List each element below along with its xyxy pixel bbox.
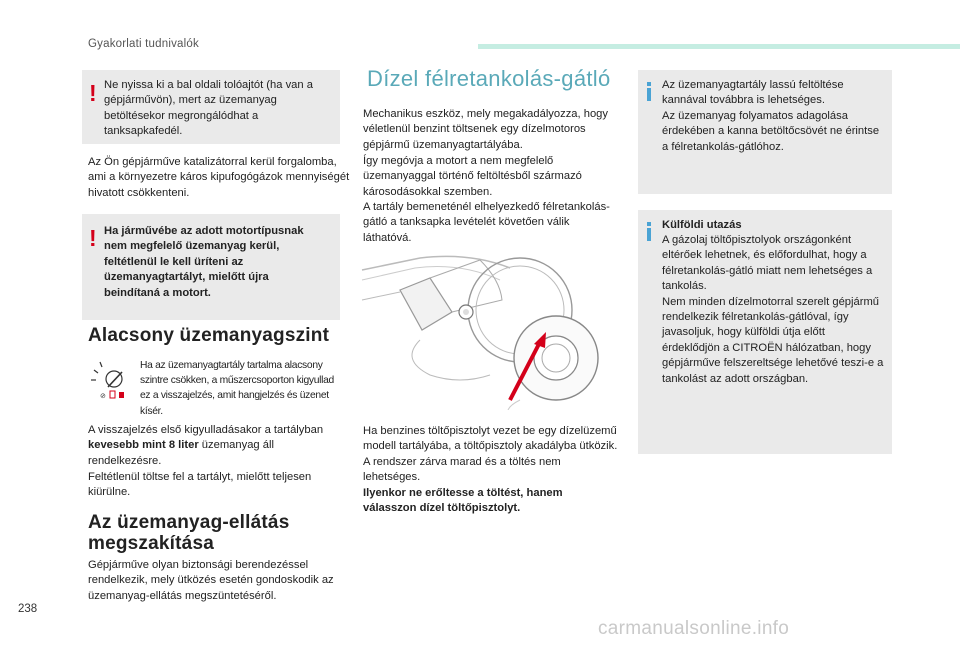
fuel-cutoff-heading: Az üzemanyag-ellátás megszakítása (88, 512, 290, 554)
watermark[interactable]: carmanualsonline.info (598, 618, 790, 639)
catalyst-text: Az Ön gépjárműve katalizátorral kerül forgalomba, ami a környezetre káros kipufogógázok mennyiségét hivatott csökkenteni. (88, 156, 350, 199)
info-icon (647, 222, 652, 241)
fuel-gauge-icon (88, 358, 132, 408)
info-box-jerrycan (638, 70, 892, 194)
misfuel-advice: Ilyenkor ne erőltesse a töltést, hanem válasszon dízel töltőpisztolyt. (363, 487, 563, 515)
low-fuel-advice: Feltétlenül töltse fel a tartályt, mielőtt teljesen kiürülne. (88, 471, 312, 499)
fuel-cutoff-text: Gépjárműve olyan biztonsági berendezéssel rendelkezik, mely ütközés esetén gondoskodik az üzemanyag-ellátás megszüntetéséről. (88, 559, 334, 602)
fuel-filler-illustration (360, 250, 616, 410)
low-fuel-paragraph (88, 423, 348, 469)
misfuel-protection: Így megóvja a motort a nem megfelelő üzemanyaggal történő feltöltésből származó károsodásokkal szemben. (363, 155, 582, 198)
svg-text:⊘: ⊘ (100, 393, 106, 400)
info-box-abroad (638, 210, 892, 454)
low-fuel-note: Ha az üzemanyagtartály tartalma alacsony szintre csökken, a műszercsoporton kigyullad ez a visszajelzés, amit hangjelzés és üzenet kísér. (140, 360, 334, 417)
section-label: Gyakorlati tudnivalók (88, 38, 199, 50)
low-fuel-heading: Alacsony üzemanyagszint (88, 325, 330, 346)
page-number: 238 (18, 603, 38, 615)
header-bar (478, 44, 960, 49)
info-icon (647, 82, 652, 101)
info-text-jerrycan: Az üzemanyagtartály lassú feltöltése kannával továbbra is lehetséges. Az üzemanyag folyamatos adagolása érdekében a kanna betöltőcsövét ne érintse a félretankolás-gátlóhoz. (662, 79, 880, 153)
low-fuel-text-b: üzemanyag áll rendelkezésre. (88, 439, 274, 467)
warning-text-door: Ne nyissa ki a bal oldali tolóajtót (ha van a gépjárművön), mert az üzemanyag betöltésekor megrongálódhat a tanksapkafedél. (104, 79, 313, 138)
warning-box-wrong-fuel (82, 214, 340, 320)
misfuel-petrol-nozzle: Ha benzines töltőpisztolyt vezet be egy dízelüzemű modell tartályába, a töltőpisztoly akadályba ütközik. A rendszer zárva marad és a töltés nem lehetséges. (363, 425, 618, 484)
low-fuel-text-bold: kevesebb mint 8 liter (88, 439, 199, 452)
warning-box-door (82, 70, 340, 144)
misfuel-location: A tartály bemeneténél elhelyezkedő félretankolás-gátló a tanksapka levételét követően válik láthatóvá. (363, 201, 610, 244)
warning-icon: ! (89, 225, 97, 251)
warning-icon: ! (89, 80, 97, 106)
misfuel-intro: Mechanikus eszköz, mely megakadályozza, hogy véletlenül benzint töltsenek egy dízelmotoros gépjármű üzemanyagtartályába. (363, 108, 608, 151)
info-text-abroad: A gázolaj töltőpisztolyok országonként eltérőek lehetnek, és előfordulhat, hogy a félretankolás-gátló miatt nem lehetséges a tankolás. Nem minden dízelmotorral szerelt gépjármű rendelkezik félretankolás-gátlóval, így javasoljuk, hogy külföldi útja előtt érdeklődjön a CITROËN hálózatban, hogy gépjárműve felszereltsége lehetővé teszi-e a tankolást az adott országban. (662, 234, 884, 385)
warning-text-wrong-fuel: Ha járművébe az adott motortípusnak nem megfelelő üzemanyag kerül, feltétlenül le kell üríteni az üzemanyagtartályt, mielőtt újra beindítaná a motort. (104, 225, 304, 299)
info-title-abroad: Külföldi utazás (662, 219, 742, 231)
low-fuel-text-a: A visszajelzés első kigyulladásakor a tartályban (88, 424, 324, 436)
misfuel-title: Dízel félretankolás-gátló (367, 66, 611, 91)
